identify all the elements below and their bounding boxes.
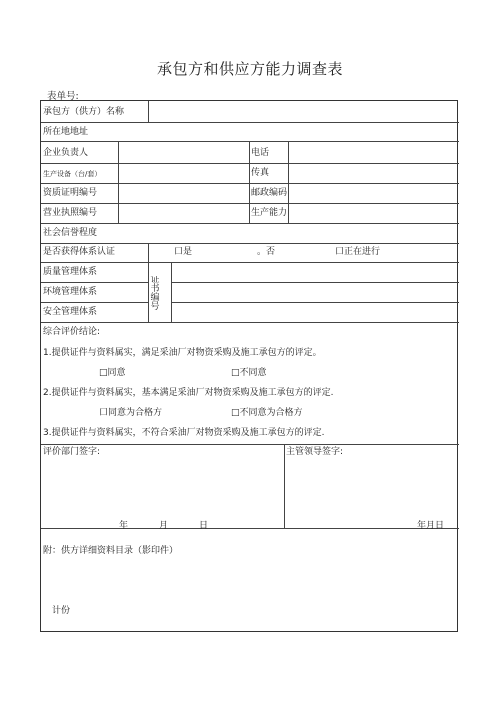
row-divider <box>41 444 459 445</box>
item2-agree-option: 口同意为合格方 <box>99 408 163 418</box>
col-divider <box>148 101 149 122</box>
row-divider <box>41 183 459 184</box>
col-divider <box>249 141 250 223</box>
quality-system-label: 质量管理体系 <box>43 267 98 277</box>
capacity-label: 生产能力 <box>251 208 288 218</box>
leader-signature-label: 主管领导签字: <box>286 447 344 457</box>
evaluation-item-2: 2.提供证件与资料属实，基本满足采油厂对物资采购及施工承包方的评定. <box>43 388 334 398</box>
location-label: 所在地地址 <box>43 127 89 137</box>
sign-day: 日 <box>199 521 209 531</box>
certificate-number-label: 证书编号 <box>150 276 160 312</box>
item1-disagree-option: □不同意 <box>231 368 267 378</box>
row-divider <box>41 282 148 283</box>
row-divider <box>41 122 459 123</box>
phone-label: 电话 <box>251 148 270 158</box>
row-divider <box>41 528 459 529</box>
item2-disagree-option: □不同意为合格方 <box>231 408 303 418</box>
fax-label: 传真 <box>251 168 270 178</box>
certification-label: 是否获得体系认证 <box>43 247 116 257</box>
leader-sign-date: 年月日 <box>417 521 445 531</box>
row-divider <box>41 243 459 244</box>
row-divider <box>41 223 459 224</box>
row-divider <box>41 203 459 204</box>
row-divider <box>171 302 459 303</box>
credit-label: 社会信誉程度 <box>43 228 98 238</box>
postal-code-label: 邮政编码 <box>251 188 288 198</box>
evaluation-item-1: 1.提供证件与资料属实，满足采油厂对物资采购及施工承包方的评定。 <box>43 348 322 358</box>
qualification-no-label: 资质证明编号 <box>43 188 98 198</box>
row-divider <box>171 282 459 283</box>
col-divider <box>118 141 119 223</box>
row-divider <box>41 302 148 303</box>
evaluation-heading: 综合评价结论: <box>43 327 101 337</box>
sign-month: 月 <box>159 521 169 531</box>
item1-agree-option: □同意 <box>99 368 126 378</box>
row-divider <box>41 141 459 142</box>
col-divider <box>148 243 149 322</box>
col-divider <box>284 444 285 528</box>
sign-year: 年 <box>119 521 129 531</box>
safety-system-label: 安全管理体系 <box>43 307 98 317</box>
form-number-label: 表单号: <box>47 91 79 102</box>
contractor-name-label: 承包方（供方）名称 <box>43 107 125 117</box>
equipment-label: 生产设备（台/套） <box>43 170 102 178</box>
cert-yes-option: 口是 <box>174 247 193 257</box>
row-divider <box>41 262 459 263</box>
appendix-label: 附：供方详细资料目录（影印件） <box>43 546 179 556</box>
row-divider <box>41 322 459 323</box>
evaluation-item-3: 3.提供证件与资料属实，不符合采油厂对物资采购及施工承包方的评定. <box>43 428 325 438</box>
col-divider <box>171 262 172 322</box>
col-divider <box>288 141 289 223</box>
license-no-label: 营业执照编号 <box>43 208 98 218</box>
page-title: 承包方和供应方能力调查表 <box>156 60 343 78</box>
cert-no-option: 。否 <box>257 247 276 257</box>
row-divider <box>41 163 459 164</box>
appendix-count: 计份 <box>52 606 71 616</box>
legal-rep-label: 企业负责人 <box>43 148 89 158</box>
dept-signature-label: 评价部门签字: <box>43 447 101 457</box>
cert-in-progress-option: 口正在进行 <box>335 247 381 257</box>
environment-system-label: 环境管理体系 <box>43 287 98 297</box>
survey-form-table <box>40 100 458 632</box>
